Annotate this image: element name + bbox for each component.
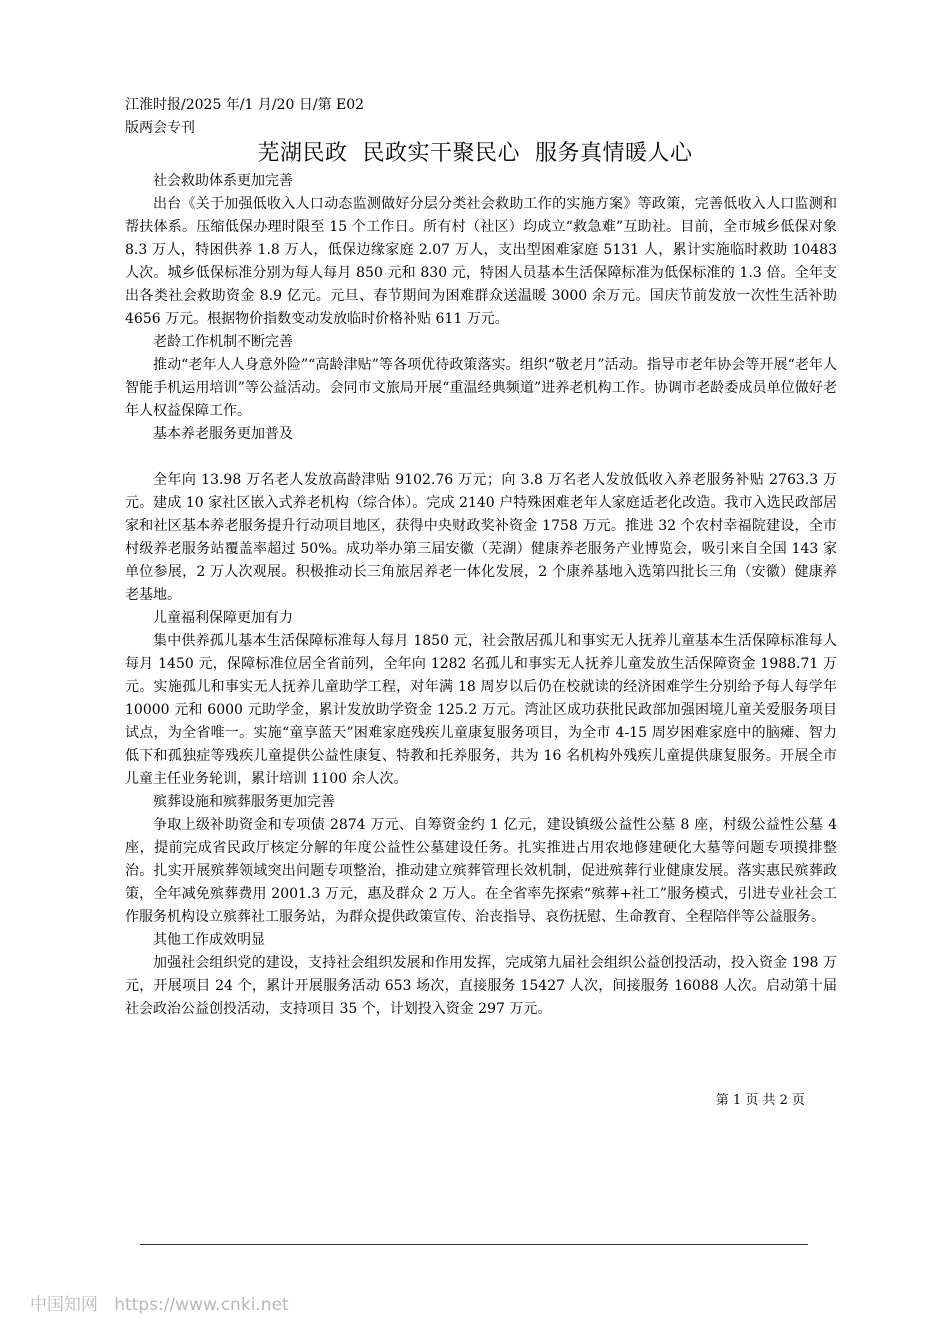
section-heading-other-work: 其他工作成效明显 <box>153 932 265 948</box>
source-line: 江淮时报/2025 年/1 月/20 日/第 E02 <box>125 97 365 113</box>
page-number: 第 1 页 共 2 页 <box>715 1093 805 1108</box>
column-line: 版两会专刊 <box>125 120 195 136</box>
section-heading-social-assistance: 社会救助体系更加完善 <box>153 173 293 189</box>
article-title: 芜湖民政 民政实干聚民心 服务真情暖人心 <box>257 141 693 166</box>
section-body-elderly-work: 推动“老年人人身意外险”“高龄津贴”等各项优待政策落实。组织“敬老月”活动。指导市老年协会等开展“老年人智能手机运用培训”等公益活动。会同市文旅局开展“重温经典频道”进养老机构工作。协调市老龄委成员单位做好老年人权益保障工作。 <box>125 357 837 419</box>
cnki-watermark: 中国知网 https://www.cnki.net <box>30 1295 289 1315</box>
section-body-elderly-care: 全年向 13.98 万名老人发放高龄津贴 9102.76 万元；向 3.8 万名老人发放低收入养老服务补贴 2763.3 万元。建成 10 家社区嵌入式养老机构（综合体）。完成 2140 户特殊困难老年人家庭适老化改造。我市入选民政部居家和社区基本养老服务提升行动项目地区，获得中央财政奖补资金 1758 万元。推进 32 个农村幸福院建设，全市村级养老服务站覆盖率超过 50%。成功举办第三届安徽（芜湖）健康养老服务产业博览会，吸引来自全国 143 家单位参展，2 万人次观展。积极推动长三角旅居养老一体化发展，2 个康养基地入选第四批长三角（安徽）健康养老基地。 <box>125 472 837 603</box>
footer-divider <box>140 1244 808 1245</box>
article-body <box>125 170 837 1021</box>
section-body-other-work: 加强社会组织党的建设，支持社会组织发展和作用发挥，完成第九届社会组织公益创投活动，投入资金 198 万元，开展项目 24 个，累计开展服务活动 653 场次，直接服务 15427 人次，间接服务 16088 人次。启动第十届社会政治公益创投活动，支持项目 35 个，计划投入资金 297 万元。 <box>125 955 837 1017</box>
paragraph-gap <box>125 446 837 469</box>
section-heading-elderly-work: 老龄工作机制不断完善 <box>153 334 293 350</box>
section-body-child-welfare: 集中供养孤儿基本生活保障标准每人每月 1850 元，社会散居孤儿和事实无人抚养儿童基本生活保障标准每人每月 1450 元，保障标准位居全省前列，全年向 1282 名孤儿和事实无人抚养儿童发放生活保障资金 1988.71 万元。实施孤儿和事实无人抚养儿童助学工程，对年满 18 周岁以后仍在校就读的经济困难学生分别给予每人每学年 10000 元和 6000 元助学金，累计发放助学资金 125.2 万元。湾沚区成功获批民政部加强困境儿童关爱服务项目试点，为全省唯一。实施“童享蓝天”困难家庭残疾儿童康复服务项目，为全市 4-15 周岁困难家庭中的脑瘫、智力低下和孤独症等残疾儿童提供公益性康复、特教和托养服务，共为 16 名机构外残疾儿童提供康复服务。开展全市儿童主任业务轮训，累计培训 1100 余人次。 <box>125 633 837 787</box>
section-heading-elderly-care: 基本养老服务更加普及 <box>153 426 293 442</box>
section-heading-funeral-services: 殡葬设施和殡葬服务更加完善 <box>153 794 335 810</box>
section-body-funeral-services: 争取上级补助资金和专项债 2874 万元、自筹资金约 1 亿元，建设镇级公益性公墓 8 座，村级公益性公墓 4 座，提前完成省民政厅核定分解的年度公益性公墓建设任务。扎实推进占用农地修建硬化大墓等问题专项摸排整治。扎实开展殡葬领域突出问题专项整治，推动建立殡葬管理长效机制，促进殡葬行业健康发展。落实惠民殡葬政策，全年减免殡葬费用 2001.3 万元，惠及群众 2 万人。在全省率先探索“殡葬+社工”服务模式，引进专业社会工作服务机构设立殡葬社工服务站，为群众提供政策宣传、治丧指导、哀伤抚慰、生命教育、全程陪伴等公益服务。 <box>125 817 837 925</box>
section-body-social-assistance: 出台《关于加强低收入人口动态监测做好分层分类社会救助工作的实施方案》等政策，完善低收入人口监测和帮扶体系。压缩低保办理时限至 15 个工作日。所有村（社区）均成立“救急难”互助社。目前，全市城乡低保对象 8.3 万人，特困供养 1.8 万人，低保边缘家庭 2.07 万人，支出型困难家庭 5131 人，累计实施临时救助 10483 人次。城乡低保标准分别为每人每月 850 元和 830 元，特困人员基本生活保障标准为低保标准的 1.3 倍。全年支出各类社会救助资金 8.9 亿元。元旦、春节期间为困难群众送温暖 3000 余万元。国庆节前发放一次性生活补助 4656 万元。根据物价指数变动发放临时价格补贴 611 万元。 <box>125 196 837 327</box>
section-heading-child-welfare: 儿童福利保障更加有力 <box>153 610 293 626</box>
